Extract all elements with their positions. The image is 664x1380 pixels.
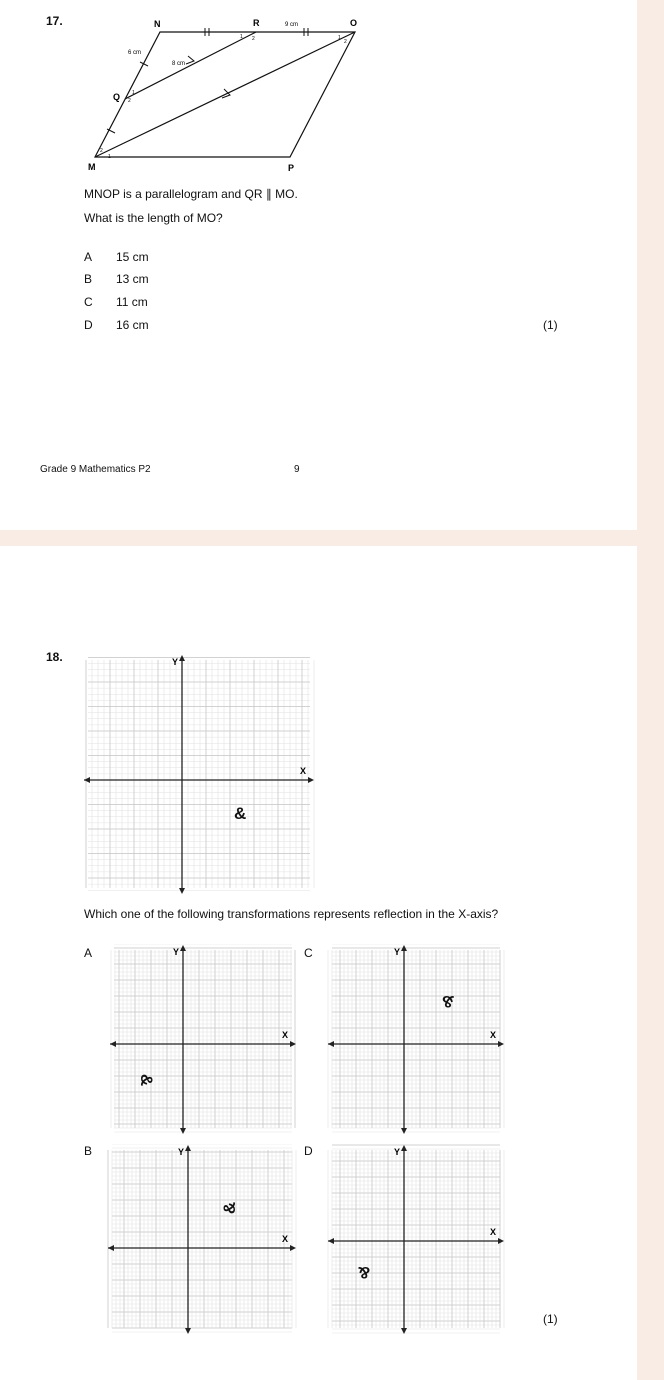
coordinate-grid [106,1144,298,1334]
x-axis-label: X [282,1234,289,1244]
label-9cm: 9 cm [285,22,299,28]
y-axis-label: Y [173,947,180,957]
vertex-m: M [88,162,96,172]
vertex-r: R [253,18,260,28]
label-8cm: 8 cm [172,61,186,67]
y-axis-arrow [185,1328,191,1334]
ampersand-symbol: & [234,804,247,823]
coordinate-grid [326,944,506,1134]
vertex-o: O [350,18,358,28]
option-a-symbol: & [137,1073,157,1087]
x-axis-label: X [490,1227,497,1237]
footer-page-number: 9 [294,464,300,475]
coordinate-grid [108,944,298,1134]
x-axis-arrow [328,1238,334,1244]
y-axis-label: Y [172,657,179,667]
option-b-letter: B [84,272,93,286]
option-c-letter: C [84,295,93,309]
option-a-value: 15 cm [116,250,149,264]
angle-label: 1 [132,90,135,96]
x-axis-label: X [282,1030,289,1040]
question-18-marks: (1) [543,1312,558,1326]
option-c-letter: C [304,946,313,960]
x-axis-arrow [498,1041,504,1047]
option-a-letter: A [84,250,93,264]
option-a-grid [108,944,298,1139]
coordinate-grid [326,1144,506,1334]
option-b-symbol: & [220,1201,240,1215]
x-axis-label: X [300,766,307,776]
vertex-q: Q [113,92,121,102]
y-axis-label: Y [394,1147,401,1157]
angle-label: 2 [100,148,103,154]
coordinate-grid [82,654,316,894]
angle-label: 2 [128,98,131,104]
option-b-grid [106,1144,298,1339]
angle-label: 2 [252,36,255,42]
angle-label: 1 [338,35,341,41]
x-axis-arrow [108,1245,114,1251]
x-axis-arrow [498,1238,504,1244]
x-axis-arrow [290,1245,296,1251]
angle-label: 1 [108,154,111,160]
page-9 [0,0,637,530]
x-axis-label: X [490,1030,497,1040]
x-axis-arrow [308,777,314,783]
option-d-value: 16 cm [116,318,149,332]
y-axis-label: Y [178,1147,185,1157]
angle-label: 1 [240,34,243,40]
question-17-text: What is the length of MO? [84,211,223,225]
question-17-number: 17. [46,14,63,28]
x-axis-arrow [328,1041,334,1047]
y-axis-arrow [180,1128,186,1134]
footer-title: Grade 9 Mathematics P2 [40,464,151,475]
parallelogram-figure [80,12,370,178]
x-axis-arrow [84,777,90,783]
label-6cm: 6 cm [128,50,142,56]
option-d-letter: D [84,318,93,332]
option-c-value: 11 cm [116,295,148,309]
y-axis-arrow [401,1128,407,1134]
option-b-value: 13 cm [116,272,149,286]
option-d-grid [326,1144,506,1339]
vertex-n: N [154,19,161,29]
question-17-marks: (1) [543,318,558,332]
y-axis-label: Y [394,947,401,957]
option-d-symbol: & [358,1263,371,1282]
option-d-letter: D [304,1144,313,1158]
option-a-letter: A [84,946,93,960]
y-axis-arrow [179,888,185,894]
question-18-text: Which one of the following transformations represents reflection in the X-axis? [84,907,499,921]
question-17-statement: MNOP is a parallelogram and QR ∥ MO. [84,187,298,201]
angle-label: 2 [344,39,347,45]
y-axis-arrow [179,655,185,661]
option-c-symbol: & [442,992,455,1011]
question-18-number: 18. [46,650,63,664]
y-axis-arrow [401,1145,407,1151]
option-c-grid [326,944,506,1139]
option-b-letter: B [84,1144,93,1158]
page-10 [0,546,637,1380]
main-grid [82,654,316,899]
vertex-p: P [288,163,295,173]
